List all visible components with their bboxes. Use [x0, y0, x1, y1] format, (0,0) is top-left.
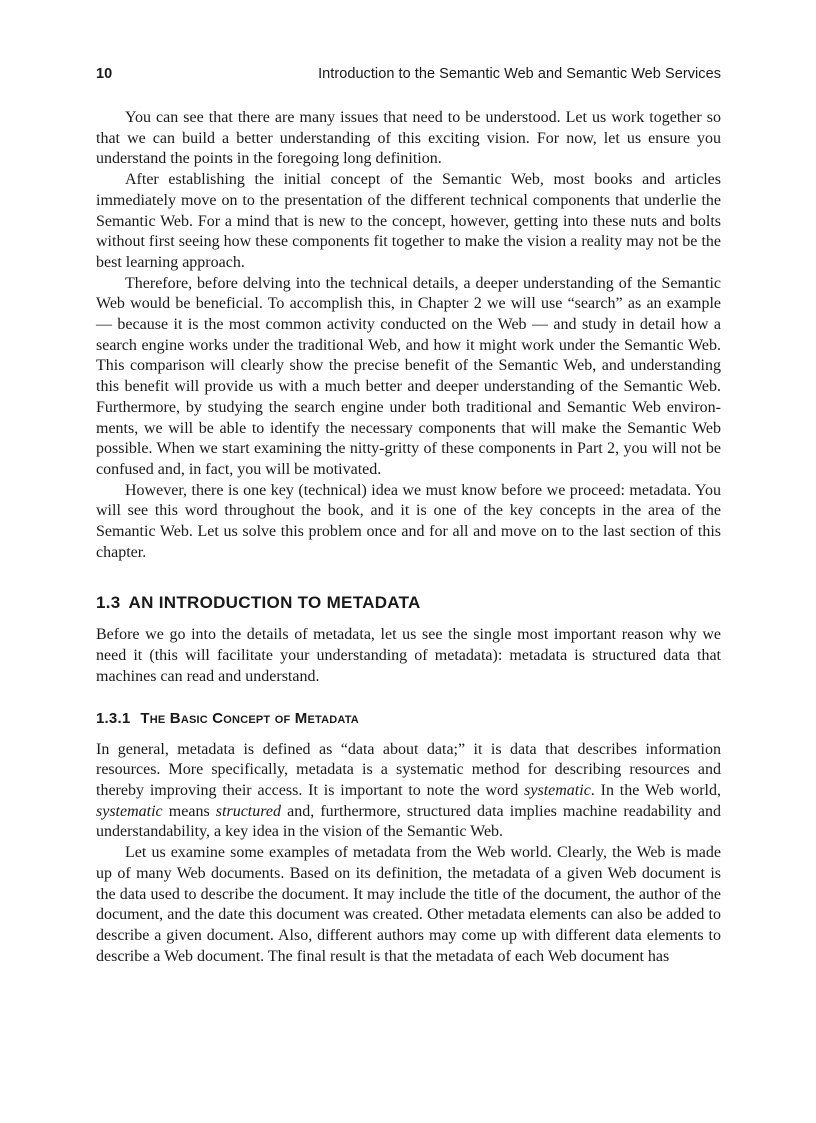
body-paragraph: Therefore, before delving into the technical details, a deeper understanding of the Semantic Web would be beneficial. To accomplish this, in Chapter 2 we will use “search” as an example — because it is the most common activity conducted on the Web — and study in detail how a search engine works under the traditional Web, and how it might work under the Semantic Web. This comparison will clearly show the precise benefit of the Semantic Web, and understanding this benefit will provide us with a much better and deeper understanding of the Semantic Web. Furthermore, by studying the search engine under both traditional and Semantic Web environments, we will be able to identify the necessary components that will make the Semantic Web possible. When we start examining the nitty-gritty of these components in Part 2, you will not be confused and, in fact, you will be motivated.: [96, 274, 721, 478]
book-page: [96, 60, 721, 967]
emphasis-systematic: systematic: [96, 802, 163, 820]
section-intro-paragraph: Before we go into the details of metadata, let us see the single most important reason why we need it (this will facilitate your understanding of metadata): metadata is structured data that machines can read and understand.: [96, 626, 721, 685]
running-header: [96, 60, 721, 88]
subsection-title: The Basic Concept of Metadata: [140, 709, 359, 727]
body-paragraph: You can see that there are many issues that need to be understood. Let us work together so that we can build a better understanding of this exciting vision. For now, let us ensure you understand the points in the foregoing long definition.: [96, 109, 721, 168]
section-title: AN INTRODUCTION TO METADATA: [128, 593, 421, 613]
subsection-paragraph: [96, 740, 721, 844]
subsection-heading: [96, 708, 721, 730]
body-paragraph: However, there is one key (technical) idea we must know before we proceed: metadata. You will see this word throughout the book, and it is one of the key concepts in the area of the Semantic Web. Let us solve this problem once and for all and move on to the last section of this chapter.: [96, 481, 721, 561]
text-run: and, furthermore, structured data implies machine readability and understandability, a key idea in the vision of the Semantic Web.: [96, 802, 721, 841]
section-heading: [96, 591, 721, 615]
page-number: 10: [96, 66, 113, 82]
section-number: 1.3: [96, 593, 121, 613]
text-run: In general, metadata is defined as “data about data;” it is data that describes information resources. More specifically, metadata is a systematic method for describing resources and thereby improving their access. It is important to note the word: [96, 740, 721, 799]
emphasis-systematic: systematic: [524, 781, 591, 799]
body-paragraph: After establishing the initial concept of the Semantic Web, most books and articles immediately move on to the presentation of the different technical components that underlie the Semantic Web. For a mind that is new to the concept, however, getting into these nuts and bolts without first seeing how these components fit together to make the vision a reality may not be the best learning approach.: [96, 171, 721, 271]
subsection-paragraph: Let us examine some examples of metadata from the Web world. Clearly, the Web is made up of many Web documents. Based on its definition, the metadata of a given Web document is the data used to describe the document. It may include the title of the document, the author of the document, and the date this document was created. Other metadata elements can also be added to describe a given document. Also, different authors may come up with different data elements to describe a Web document. The final result is that the metadata of each Web document has: [96, 844, 721, 965]
text-run: . In the Web world,: [590, 781, 721, 799]
emphasis-structured: structured: [215, 802, 281, 820]
text-run: means: [162, 802, 216, 820]
running-title: Introduction to the Semantic Web and Semantic Web Services: [318, 66, 721, 82]
subsection-number: 1.3.1: [96, 709, 131, 727]
